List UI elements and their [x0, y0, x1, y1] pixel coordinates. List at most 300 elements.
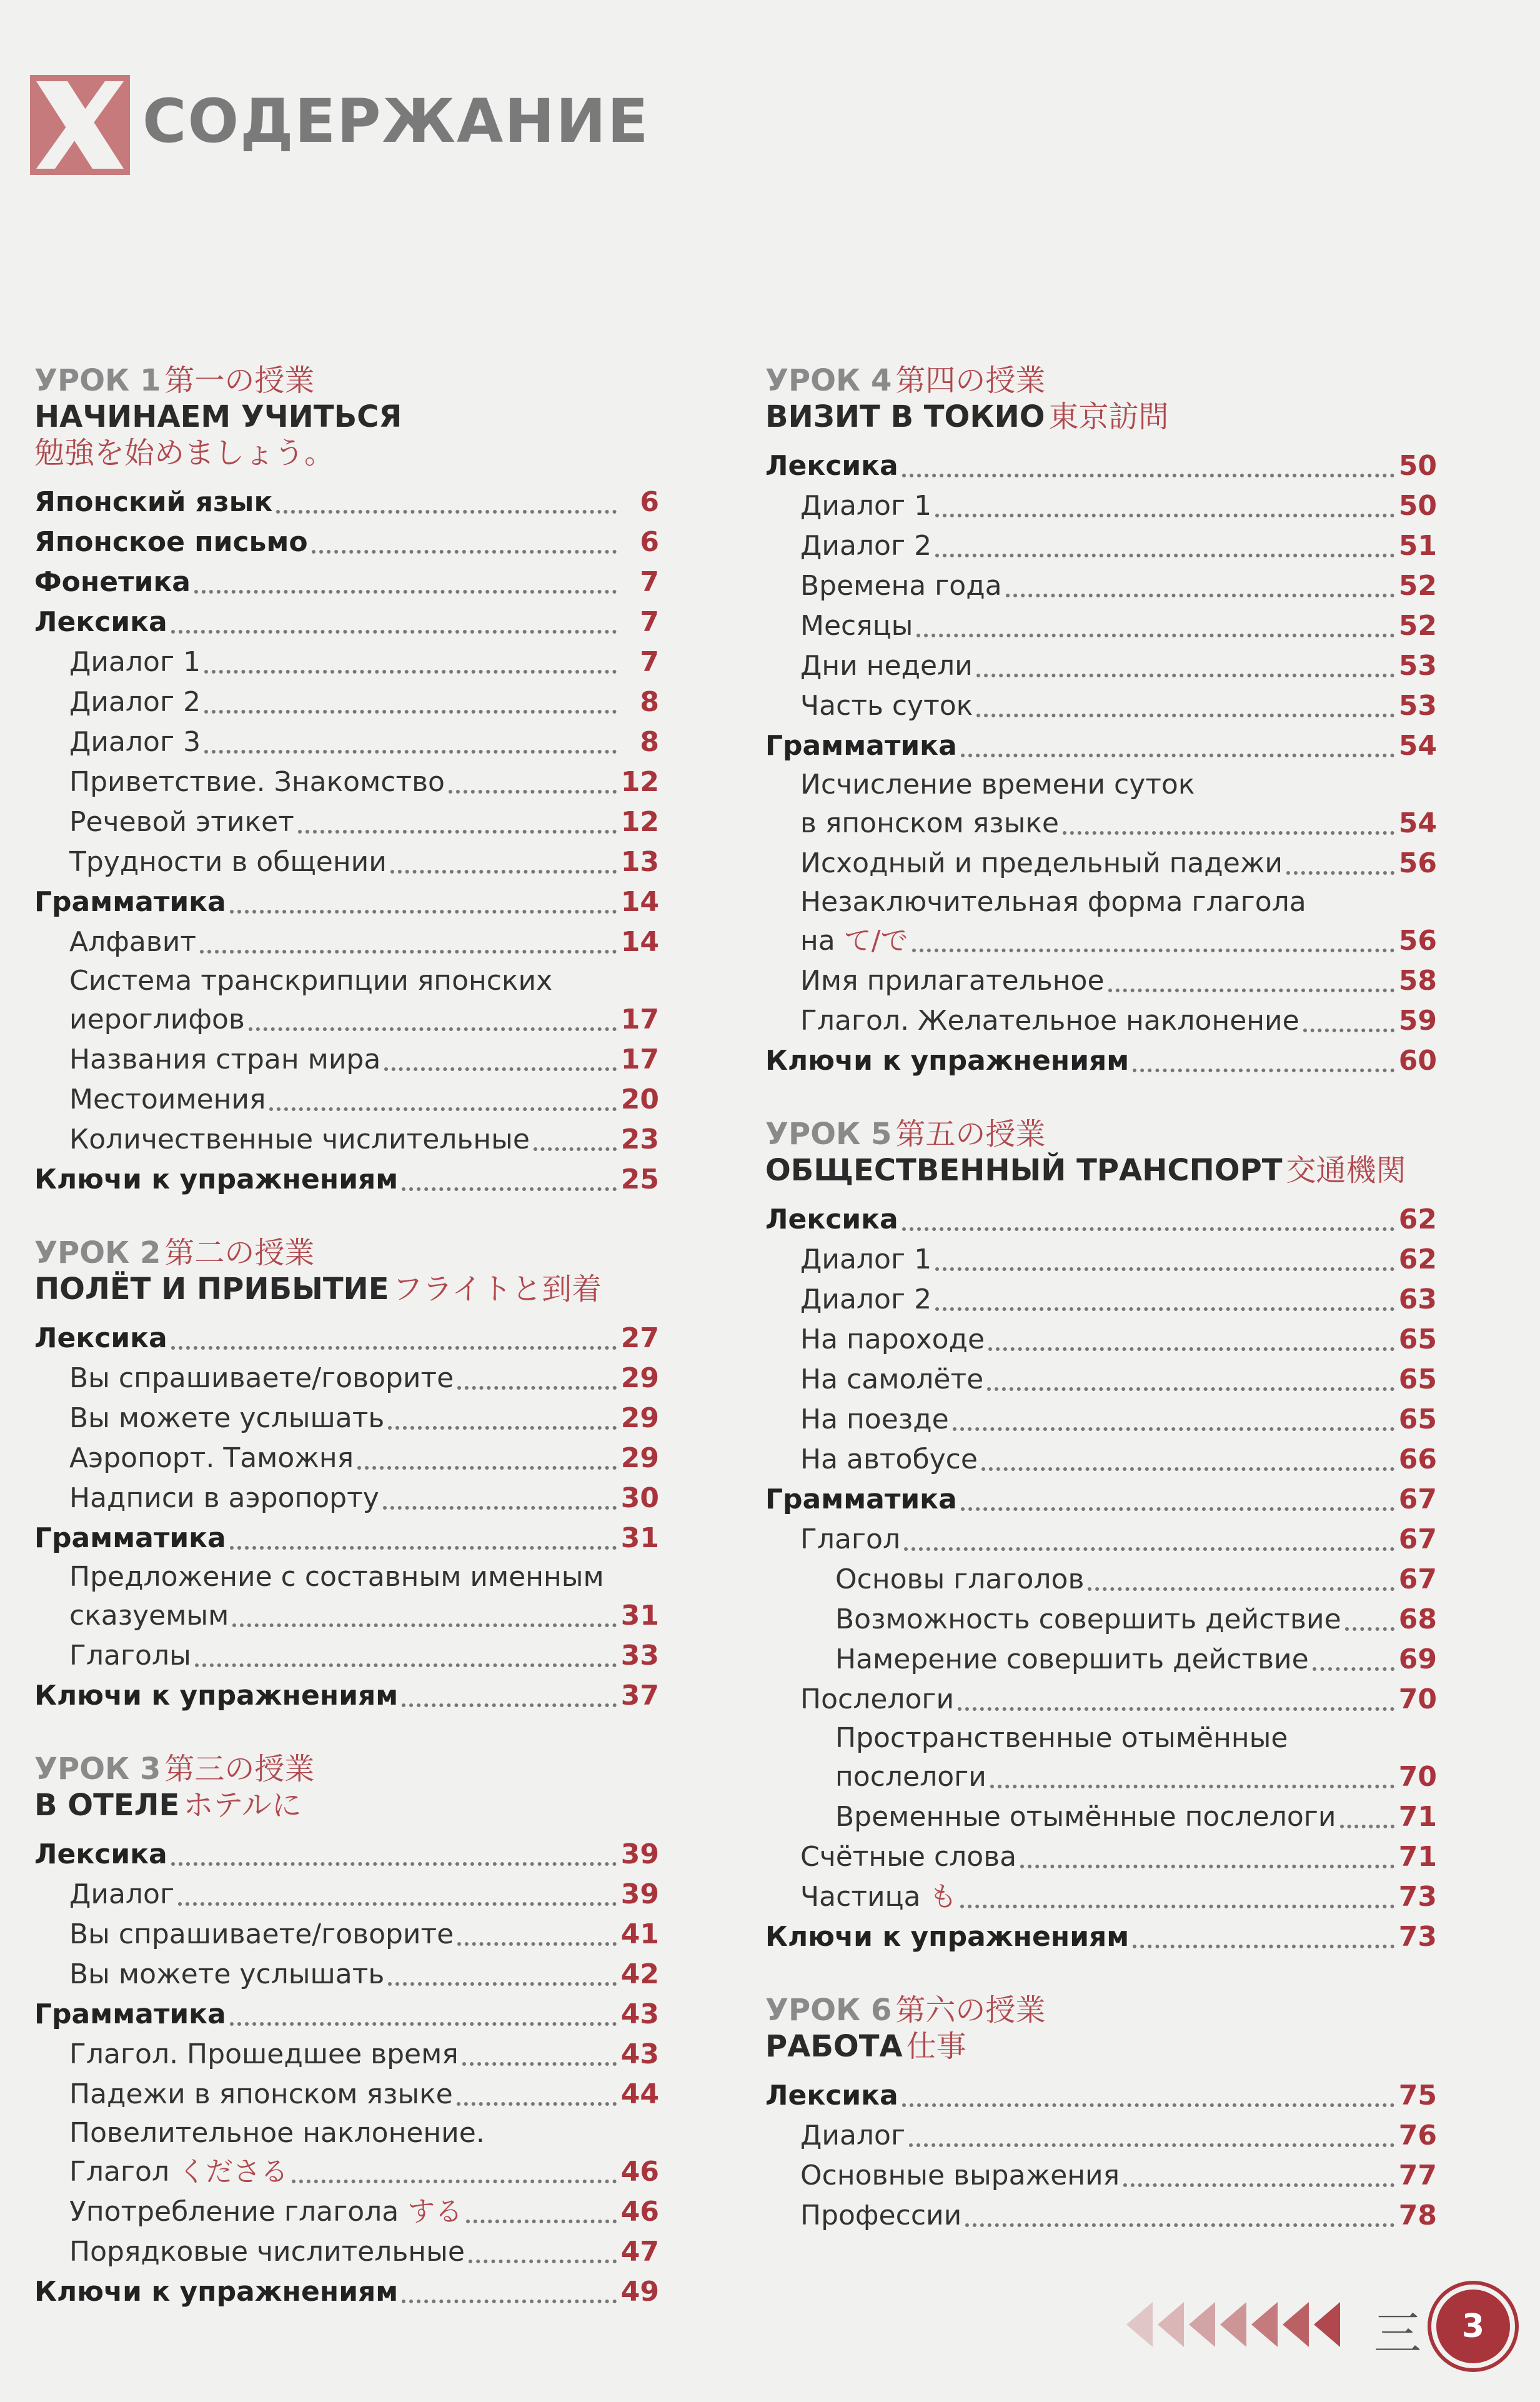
- dot-leader: [469, 2260, 617, 2263]
- toc-entry[interactable]: [34, 1955, 659, 1995]
- toc-entry[interactable]: [34, 1835, 659, 1875]
- toc-entry[interactable]: [34, 602, 659, 642]
- entry-label: [800, 921, 908, 961]
- toc-entry[interactable]: [765, 566, 1437, 606]
- dot-leader: [383, 1506, 617, 1510]
- lesson-title-jp: 東京訪問: [1048, 399, 1169, 434]
- page-number: 54: [1398, 730, 1437, 762]
- lesson-number: [765, 362, 1437, 399]
- lesson-title: НАЧИНАЕМ УЧИТЬСЯ: [34, 399, 402, 434]
- entry-label: На автобусе: [800, 1443, 978, 1475]
- dot-leader: [1286, 871, 1394, 875]
- toc-entry[interactable]: [765, 1280, 1437, 1320]
- page-number: 23: [620, 1124, 659, 1155]
- entry-label: Надписи в аэропорту: [69, 1482, 379, 1514]
- page-number-badge: 3: [1431, 2285, 1515, 2368]
- entry-label-line: Повелительное наклонение.: [69, 2117, 485, 2149]
- toc-entry[interactable]: [34, 1160, 659, 1200]
- toc-entry[interactable]: [765, 1440, 1437, 1480]
- dot-leader: [195, 1663, 617, 1667]
- toc-entry[interactable]: [34, 802, 659, 842]
- toc-entry[interactable]: [34, 1596, 659, 1636]
- page-number: 43: [620, 2038, 659, 2070]
- entry-label: Времена года: [800, 570, 1002, 602]
- dot-leader: [204, 670, 617, 674]
- entry-label-line: Незаключительная форма глагола: [800, 886, 1306, 918]
- toc-entry[interactable]: [34, 1995, 659, 2035]
- entry-label: в японском языке: [800, 807, 1059, 839]
- entry-label-line: Пространственные отымённые: [835, 1722, 1288, 1754]
- entry-label: Намерение совершить действие: [835, 1643, 1309, 1675]
- toc-entry[interactable]: [34, 1120, 659, 1160]
- page-number: 8: [640, 726, 659, 758]
- entry-label: Лексика: [765, 450, 898, 482]
- entry-label: Вы спрашиваете/говорите: [69, 1362, 454, 1394]
- dot-leader: [960, 1905, 1394, 1908]
- page-number: 41: [620, 1918, 659, 1950]
- page-number: 53: [1398, 690, 1437, 722]
- lesson-number: [765, 1116, 1437, 1152]
- dot-leader: [292, 2180, 617, 2183]
- page-number: 58: [1398, 965, 1437, 997]
- lesson-title: [765, 2028, 1437, 2065]
- toc-entry[interactable]: [34, 1358, 659, 1398]
- dot-leader: [990, 1785, 1394, 1788]
- dot-leader: [194, 590, 617, 594]
- dot-leader: [200, 950, 617, 954]
- toc-entry[interactable]: [765, 1640, 1437, 1680]
- dot-leader: [269, 1107, 617, 1111]
- toc-entry[interactable]: [34, 2272, 659, 2312]
- red-x-logo-icon: [30, 75, 130, 175]
- lesson-number: [34, 362, 659, 399]
- page-header: [30, 69, 717, 181]
- lesson-number-jp: 第三の授業: [164, 1752, 315, 1787]
- entry-label: На самолёте: [800, 1363, 984, 1395]
- entry-label-line: Исчисление времени суток: [800, 769, 1195, 800]
- toc-entry[interactable]: [765, 606, 1437, 646]
- page-number: 46: [620, 2196, 659, 2228]
- toc-entry[interactable]: [765, 646, 1437, 686]
- entry-label: Послелоги: [800, 1683, 955, 1715]
- entry-label: Диалог 1: [69, 646, 201, 678]
- page-number: 47: [620, 2236, 659, 2268]
- page-number: 56: [1398, 925, 1437, 957]
- entry-label: Лексика: [34, 1322, 167, 1354]
- dot-leader: [357, 1466, 617, 1470]
- toc-entry[interactable]: [765, 1917, 1437, 1957]
- entry-label: Диалог: [800, 2120, 906, 2151]
- dot-leader: [249, 1027, 617, 1031]
- lesson-number-text: УРОК 2: [34, 1235, 161, 1270]
- toc-entry[interactable]: [765, 1041, 1437, 1081]
- page-number: 66: [1398, 1443, 1437, 1475]
- page-number: 31: [620, 1600, 659, 1632]
- page-number: 7: [640, 566, 659, 598]
- dot-leader: [904, 1547, 1394, 1551]
- toc-entry[interactable]: [34, 1040, 659, 1080]
- page-number: 8: [640, 686, 659, 718]
- toc-entry[interactable]: [765, 686, 1437, 726]
- lesson-header: [34, 362, 659, 471]
- page-number: 78: [1398, 2200, 1437, 2231]
- entry-label: Ключи к упражнениям: [34, 1164, 399, 1195]
- entry-label: Диалог: [69, 1878, 175, 1910]
- dot-leader: [388, 1426, 617, 1430]
- dot-leader: [204, 710, 617, 714]
- chevron-left-icon: [1251, 2302, 1278, 2347]
- page-number: 7: [640, 646, 659, 678]
- entry-label: [69, 2192, 462, 2232]
- dot-leader: [171, 630, 617, 634]
- dot-leader: [912, 949, 1394, 952]
- entry-label: Глагол: [800, 1523, 901, 1555]
- page-number: 13: [620, 846, 659, 878]
- entry-label: Диалог 3: [69, 726, 201, 758]
- entry-label: Диалог 1: [800, 1243, 932, 1275]
- lesson-title: [34, 1271, 659, 1307]
- lesson-header: [765, 1116, 1437, 1189]
- page-number: 51: [1398, 530, 1437, 562]
- toc-entry[interactable]: [34, 1478, 659, 1518]
- toc-entry[interactable]: [34, 2152, 659, 2192]
- dot-leader: [961, 754, 1394, 757]
- entry-label: Японское письмо: [34, 526, 308, 558]
- toc-entry[interactable]: [765, 1240, 1437, 1280]
- toc-entry[interactable]: [765, 1520, 1437, 1560]
- page-number: 70: [1398, 1761, 1437, 1793]
- lesson-4: [765, 362, 1437, 1081]
- toc-entry[interactable]: [765, 486, 1437, 526]
- chevron-left-icon: [1220, 2302, 1246, 2347]
- page-number: 20: [620, 1084, 659, 1115]
- toc-entry[interactable]: [765, 2116, 1437, 2156]
- entry-label-line: Предложение с составным именным: [69, 1561, 604, 1593]
- entry-label: Ключи к упражнениям: [34, 2276, 399, 2308]
- entry-label: Грамматика: [34, 886, 226, 918]
- dot-leader: [935, 1307, 1394, 1311]
- page-number: 6: [640, 486, 659, 518]
- lesson-number: [34, 1235, 659, 1271]
- toc-entry[interactable]: [765, 726, 1437, 766]
- lesson-5: [765, 1116, 1437, 1957]
- toc-entry[interactable]: [765, 1320, 1437, 1360]
- entry-label: Аэропорт. Таможня: [69, 1442, 354, 1474]
- dot-leader: [902, 474, 1394, 477]
- page-number: 33: [620, 1640, 659, 1672]
- dot-leader: [1006, 594, 1394, 597]
- entry-label: Ключи к упражнениям: [34, 1680, 399, 1712]
- toc-entry[interactable]: [34, 1518, 659, 1558]
- page-number: 67: [1398, 1563, 1437, 1595]
- chevron-left-icon: [1126, 2302, 1153, 2347]
- dot-leader: [1063, 831, 1394, 835]
- toc-entry[interactable]: [765, 1837, 1437, 1877]
- toc-entry[interactable]: [765, 1877, 1437, 1917]
- toc-entry[interactable]: [765, 844, 1437, 884]
- toc-entry[interactable]: [765, 2076, 1437, 2116]
- lesson-title: [765, 1152, 1437, 1189]
- dot-leader: [449, 790, 617, 794]
- page-number: 17: [620, 1004, 659, 1035]
- entry-label: Ключи к упражнениям: [765, 1921, 1130, 1953]
- dot-leader: [917, 634, 1394, 637]
- page-title: СОДЕРЖАНИЕ: [142, 86, 650, 156]
- entry-label-text: Глагол: [69, 2156, 170, 2188]
- page-number: 62: [1398, 1243, 1437, 1275]
- toc-entry[interactable]: [34, 842, 659, 882]
- toc-entry[interactable]: [34, 1875, 659, 1915]
- dot-leader: [276, 510, 617, 514]
- lesson-number-jp: 第五の授業: [895, 1117, 1046, 1152]
- lesson-number-text: УРОК 1: [34, 363, 161, 398]
- dot-leader: [402, 1187, 617, 1191]
- toc-entry[interactable]: [765, 1480, 1437, 1520]
- dot-leader: [1340, 1825, 1395, 1828]
- page-number: 59: [1398, 1005, 1437, 1037]
- entry-label: Возможность совершить действие: [835, 1603, 1341, 1635]
- entry-label: Приветствие. Знакомство: [69, 766, 445, 798]
- lesson-header: [765, 1992, 1437, 2065]
- dot-leader: [1303, 1029, 1394, 1032]
- entry-label: Вы спрашиваете/говорите: [69, 1918, 454, 1950]
- page-number: 65: [1398, 1403, 1437, 1435]
- toc-entry[interactable]: [34, 922, 659, 962]
- toc-entry[interactable]: [34, 722, 659, 762]
- entry-label: Вы можете услышать: [69, 1958, 385, 1990]
- dot-leader: [178, 1902, 617, 1906]
- page-number: 60: [1398, 1045, 1437, 1077]
- toc-entry[interactable]: [765, 1001, 1437, 1041]
- toc-entry[interactable]: [765, 1797, 1437, 1837]
- page-number: 25: [620, 1164, 659, 1195]
- dot-leader: [457, 2102, 617, 2106]
- toc-entry[interactable]: [34, 2192, 659, 2232]
- entry-label: Глагол. Желательное наклонение: [800, 1005, 1299, 1037]
- toc-entry[interactable]: [765, 1560, 1437, 1600]
- toc-entry[interactable]: [34, 1318, 659, 1358]
- page-number: 43: [620, 1998, 659, 2030]
- toc-entry[interactable]: [34, 482, 659, 522]
- toc-entry[interactable]: [765, 1200, 1437, 1240]
- page-number: 76: [1398, 2120, 1437, 2151]
- toc-entry[interactable]: [34, 1398, 659, 1438]
- page-number: 77: [1398, 2160, 1437, 2191]
- dot-leader: [981, 1467, 1394, 1471]
- lesson-number-jp: 第二の授業: [164, 1235, 315, 1270]
- entry-label: Порядковые числительные: [69, 2236, 465, 2268]
- page-number: 69: [1398, 1643, 1437, 1675]
- toc-right-column: [765, 362, 1437, 2271]
- toc-entry[interactable]: [34, 1636, 659, 1676]
- dot-leader: [961, 1507, 1394, 1511]
- toc-entry[interactable]: [765, 921, 1437, 961]
- dot-leader: [935, 554, 1394, 557]
- entry-label: послелоги: [835, 1761, 986, 1793]
- dot-leader: [462, 2062, 617, 2066]
- page-number: 31: [620, 1522, 659, 1554]
- lesson-title-jp: フライトと到着: [392, 1272, 602, 1307]
- entry-label: Месяцы: [800, 610, 913, 642]
- entry-label: Падежи в японском языке: [69, 2078, 453, 2110]
- toc-entry[interactable]: [34, 1915, 659, 1955]
- dot-leader: [171, 1862, 617, 1866]
- dot-leader: [204, 750, 617, 754]
- entry-label: Исходный и предельный падежи: [800, 847, 1283, 879]
- page-number: 27: [620, 1322, 659, 1354]
- toc-entry[interactable]: [34, 682, 659, 722]
- dot-leader: [958, 1707, 1394, 1711]
- lesson-title: [765, 399, 1437, 435]
- entry-label-jp: くださる: [178, 2156, 289, 2188]
- chevron-left-icon: [1314, 2302, 1340, 2347]
- page-number: 12: [620, 766, 659, 798]
- entry-label-text: Частица: [800, 1881, 921, 1913]
- entry-label: Лексика: [765, 2080, 898, 2111]
- page-number: 17: [620, 1044, 659, 1075]
- dot-leader: [1133, 1945, 1394, 1948]
- toc-entry[interactable]: [765, 2156, 1437, 2196]
- dot-leader: [402, 2300, 617, 2303]
- toc-entry[interactable]: [765, 1400, 1437, 1440]
- page-number: 6: [640, 526, 659, 558]
- lesson-1: [34, 362, 659, 1200]
- dot-leader: [390, 870, 617, 874]
- dot-leader: [988, 1347, 1394, 1351]
- toc-entry[interactable]: [34, 1676, 659, 1716]
- toc-entry[interactable]: [34, 2075, 659, 2115]
- entry-label: сказуемым: [69, 1600, 229, 1632]
- dot-leader: [171, 1346, 617, 1350]
- entry-label: Речевой этикет: [69, 806, 294, 838]
- chevron-left-icon: [1189, 2302, 1215, 2347]
- dot-leader: [1345, 1627, 1394, 1631]
- entry-label-line: Система транскрипции японских: [69, 965, 553, 997]
- toc-entry[interactable]: [34, 562, 659, 602]
- page-number: 50: [1398, 450, 1437, 482]
- entry-label: Диалог 2: [800, 530, 932, 562]
- entry-label: Фонетика: [34, 566, 191, 598]
- lesson-title-jp: 交通機関: [1286, 1153, 1406, 1188]
- toc-entry[interactable]: [34, 1000, 659, 1040]
- entry-label: Лексика: [34, 1838, 167, 1870]
- toc-entry[interactable]: [34, 522, 659, 562]
- page-number: 53: [1398, 650, 1437, 682]
- entry-label: Диалог 2: [69, 686, 201, 718]
- lesson-number-jp: 第六の授業: [895, 1993, 1046, 2028]
- entry-label: Лексика: [765, 1203, 898, 1235]
- lesson-subtitle-jp: 勉強を始めましょう。: [34, 436, 335, 471]
- page-number: 29: [620, 1362, 659, 1394]
- dot-leader: [1133, 1069, 1394, 1072]
- page-number: 49: [620, 2276, 659, 2308]
- dot-leader: [1088, 1587, 1394, 1591]
- lesson-header: [765, 362, 1437, 435]
- entry-label: Японский язык: [34, 486, 273, 518]
- entry-label: Профессии: [800, 2200, 962, 2231]
- toc-entry[interactable]: [34, 882, 659, 922]
- page-number: 67: [1398, 1483, 1437, 1515]
- dot-leader: [230, 2022, 617, 2026]
- entry-label: Трудности в общении: [69, 846, 387, 878]
- lesson-2: [34, 1235, 659, 1716]
- lesson-number-text: УРОК 3: [34, 1752, 161, 1787]
- toc-entry[interactable]: [765, 1600, 1437, 1640]
- lesson-number-jp: 第四の授業: [895, 363, 1046, 398]
- toc-entry[interactable]: [34, 1438, 659, 1478]
- entry-label: Грамматика: [34, 1522, 226, 1554]
- lesson-number-text: УРОК 4: [765, 363, 892, 398]
- lesson-header: [34, 1235, 659, 1307]
- toc-entry[interactable]: [765, 961, 1437, 1001]
- dot-leader: [1108, 989, 1394, 992]
- page-number: 71: [1398, 1801, 1437, 1833]
- page-number: 65: [1398, 1363, 1437, 1395]
- dot-leader: [976, 714, 1394, 717]
- toc-entry[interactable]: [765, 804, 1437, 844]
- page-number: 73: [1398, 1921, 1437, 1953]
- page-number: 67: [1398, 1523, 1437, 1555]
- toc-entry[interactable]: [34, 762, 659, 802]
- entry-label: Вы можете услышать: [69, 1402, 385, 1434]
- entry-label-text: на: [800, 925, 835, 957]
- dot-leader: [402, 1703, 617, 1707]
- page-number: 42: [620, 1958, 659, 1990]
- lesson-3: [34, 1751, 659, 2312]
- chevron-left-icon: [1283, 2302, 1309, 2347]
- entry-label: Грамматика: [765, 1483, 957, 1515]
- toc-entry[interactable]: [765, 1757, 1437, 1797]
- entry-label: [69, 2152, 288, 2192]
- lesson-6: [765, 1992, 1437, 2236]
- lesson-header: [34, 1751, 659, 1823]
- lesson-title-text: ВИЗИТ В ТОКИО: [765, 399, 1045, 434]
- entry-label-text: Употребление глагола: [69, 2196, 399, 2228]
- dot-leader: [953, 1427, 1394, 1431]
- toc-entry[interactable]: [34, 1080, 659, 1120]
- page-number: 7: [640, 606, 659, 638]
- dot-leader: [384, 1067, 617, 1071]
- toc-entry[interactable]: [765, 446, 1437, 486]
- toc-entry[interactable]: [34, 2232, 659, 2272]
- lesson-title: [34, 1787, 659, 1823]
- page-number: 30: [620, 1482, 659, 1514]
- toc-entry[interactable]: [765, 1680, 1437, 1720]
- toc-entry[interactable]: [765, 526, 1437, 566]
- lesson-title-text: ОБЩЕСТВЕННЫЙ ТРАНСПОРТ: [765, 1153, 1283, 1188]
- page-number: 71: [1398, 1841, 1437, 1873]
- page-number: 65: [1398, 1323, 1437, 1355]
- toc-entry[interactable]: [765, 1360, 1437, 1400]
- lesson-title-text: ПОЛЁТ И ПРИБЫТИЕ: [34, 1272, 389, 1307]
- entry-label-jp: も: [929, 1881, 957, 1913]
- toc-entry[interactable]: [765, 2196, 1437, 2236]
- entry-label: Грамматика: [765, 730, 957, 762]
- entry-label: Лексика: [34, 606, 167, 638]
- lesson-number-text: УРОК 5: [765, 1117, 892, 1152]
- page-number: 44: [620, 2078, 659, 2110]
- toc-entry[interactable]: [34, 642, 659, 682]
- page-number: 39: [620, 1878, 659, 1910]
- dot-leader: [976, 674, 1394, 677]
- page-number: 52: [1398, 610, 1437, 642]
- page-number: 56: [1398, 847, 1437, 879]
- entry-label: Количественные числительные: [69, 1124, 530, 1155]
- entry-label-jp: て/で: [843, 925, 908, 957]
- toc-entry[interactable]: [34, 2035, 659, 2075]
- dot-leader: [987, 1387, 1394, 1391]
- page-number: 39: [620, 1838, 659, 1870]
